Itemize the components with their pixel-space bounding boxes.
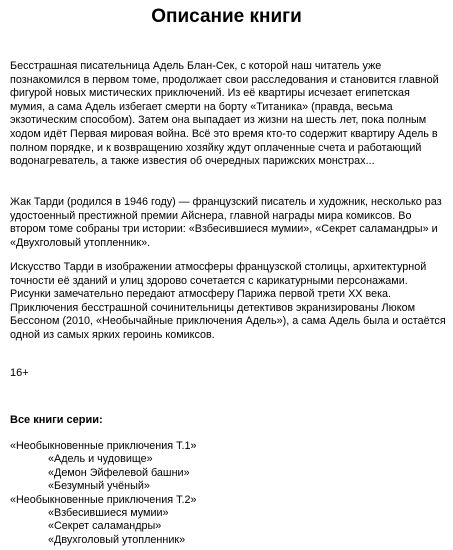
series-book-item: «Двухголовый утопленник»	[48, 533, 186, 546]
series-volume-title: «Необыкновенные приключения Т.1»	[10, 440, 197, 452]
age-rating: 16+	[10, 367, 29, 379]
description-paragraph-plot: Бесстрашная писательница Адель Блан-Сек, с которой наш читатель уже познакомился в первом томе, продолжает свои расследования и становится главной фигурой новых мистических приключений. Из её квартиры исчезает египетская мумия, а сама Адель избегает смерти на борту «Титаника» (правда, весьма экзотическим способом). Затем она выпадает из жизни на шесть лет, пока полным ходом идёт Первая мировая война. Всё это время кто-то содержит квартиру Адель в полном порядке, и к возвращению хозяйку ждут оплаченные счета и работающий водонагреватель, а также известия об очередных парижских монстрах...	[10, 60, 439, 168]
page-title: Описание книги	[151, 6, 302, 27]
series-heading: Все книги серии:	[10, 414, 103, 426]
series-volume-title: «Необыкновенные приключения Т.2»	[10, 493, 197, 506]
series-book-item: «Секрет саламандры»	[48, 520, 162, 533]
series-book-item: «Демон Эйфелевой башни»	[48, 466, 190, 479]
series-book-item: «Взбесившиеся мумии»	[48, 507, 169, 520]
description-paragraph-author: Жак Тарди (родился в 1946 году) — французский писатель и художник, несколько раз удостоенный престижной премии Айснера, главной награды мира комиксов. Во втором томе собраны три истории: «Взбесившиеся мумии», «Секрет саламандры» и «Двухголовый утопленник».	[10, 196, 442, 249]
series-book-item: «Адель и чудовище»	[48, 453, 153, 466]
series-book-item: «Безумный учёный»	[48, 480, 150, 493]
series-list	[10, 440, 448, 547]
description-paragraph-art: Искусство Тарди в изображении атмосферы французской столицы, архитектурной точности её зданий и улиц здорово сочетается с карикатурными персонажами. Рисунки замечательно передают атмосферу Парижа первой трети XX века. Приключения бесстрашной сочинительницы детективов экранизированы Люком Бессоном (2010, «Необычайные приключения Адель»), а сама Адель была и остаётся одной из самых ярких героинь комиксов.	[10, 261, 446, 341]
